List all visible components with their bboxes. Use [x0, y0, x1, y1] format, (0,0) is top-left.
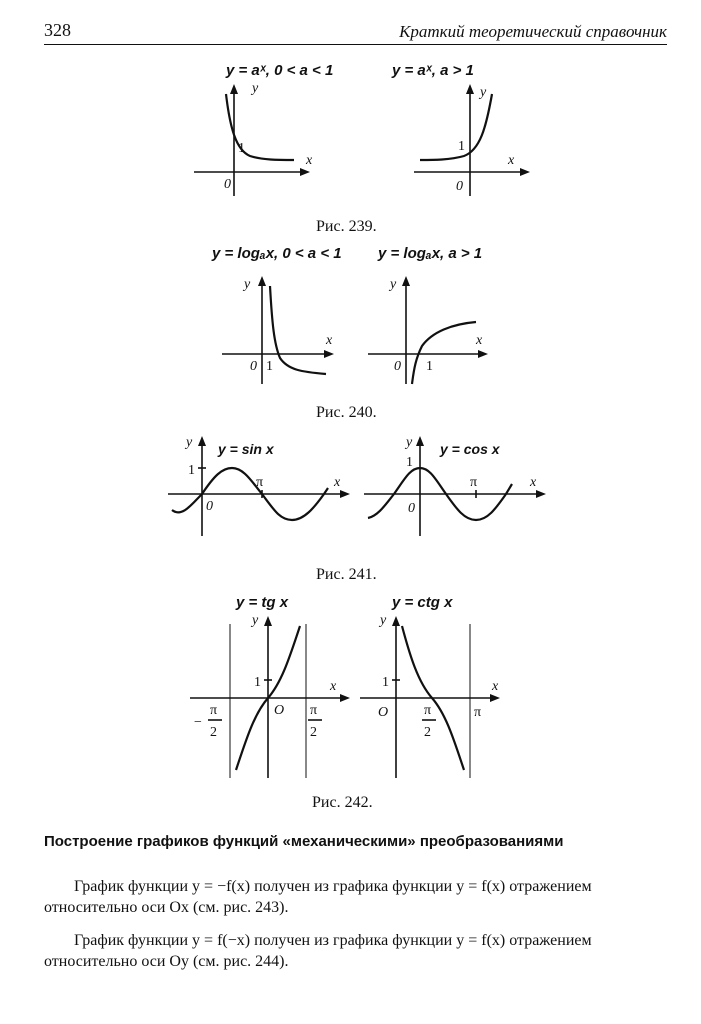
pi-label: π [474, 705, 482, 720]
x-axis-label: x [334, 475, 341, 490]
y-axis-label: y [186, 435, 193, 450]
fig240-left-title: y = logₐx, 0 < a < 1 [212, 245, 342, 262]
paragraph-2: График функции y = f(−x) получен из графика функции y = f(x) отражением относительно оси Oy (см. рис. 244). [44, 932, 592, 970]
neg-pi-denominator: 2 [210, 725, 217, 740]
fig239-right-title: y = aˣ, a > 1 [392, 62, 474, 79]
header-rule [44, 44, 667, 45]
log-increasing-curve [412, 322, 476, 384]
running-title: Краткий теоретический справочник [399, 22, 667, 41]
x-axis-arrow [324, 350, 334, 358]
x-axis-label: x [508, 153, 515, 168]
fig240-right-plot [368, 272, 498, 390]
fig240-left-plot [222, 272, 352, 390]
x-axis-arrow [300, 168, 310, 176]
fig239-caption: Рис. 239. [316, 218, 377, 235]
y-axis-label: y [380, 613, 387, 628]
y-axis-arrow [198, 436, 206, 446]
section-heading: Построение графиков функций «механическими» преобразованиями [44, 833, 564, 850]
y-axis-arrow [416, 436, 424, 446]
origin-label: 0 [250, 359, 257, 374]
x-axis-arrow [478, 350, 488, 358]
origin-label: 0 [456, 179, 463, 194]
fig242-tg-plot [190, 610, 360, 782]
fig242-left-title: y = tg x [236, 594, 289, 611]
fig242-caption: Рис. 242. [312, 794, 373, 811]
log-decreasing-curve [270, 286, 326, 374]
one-label: 1 [406, 455, 413, 470]
origin-label: O [378, 705, 389, 720]
cos-curve-label: y = cos x [440, 441, 500, 457]
x-axis-label: x [492, 679, 499, 694]
y-axis-arrow [392, 616, 400, 626]
origin-label: 0 [206, 499, 213, 514]
pi-numerator: π [310, 703, 318, 718]
x-axis-arrow [340, 694, 350, 702]
fig240-right-title: y = logₐx, a > 1 [378, 245, 483, 262]
pi-half-numerator: π [424, 703, 432, 718]
one-label: 1 [188, 463, 195, 478]
origin-label: 0 [394, 359, 401, 374]
fig241-cos-plot [364, 432, 554, 544]
x-axis-arrow [536, 490, 546, 498]
minus-sign: − [194, 715, 202, 730]
fig239-left-title: y = aˣ, 0 < a < 1 [226, 62, 334, 79]
sin-curve-label: y = sin x [218, 441, 274, 457]
fig241-caption: Рис. 241. [316, 566, 377, 583]
x-axis-label: x [530, 475, 537, 490]
pi-label: π [470, 475, 478, 490]
one-label: 1 [238, 141, 245, 156]
exp-growth-curve [420, 94, 492, 160]
pi-label: π [256, 475, 264, 490]
origin-label: O [274, 703, 285, 718]
one-label: 1 [254, 675, 261, 690]
y-axis-label: y [252, 81, 259, 96]
x-axis-label: x [476, 333, 483, 348]
one-label: 1 [426, 359, 433, 374]
one-label: 1 [382, 675, 389, 690]
pi-denominator: 2 [310, 725, 317, 740]
y-axis-arrow [230, 84, 238, 94]
y-axis-arrow [466, 84, 474, 94]
y-axis-arrow [402, 276, 410, 286]
one-label: 1 [458, 139, 465, 154]
y-axis-label: y [390, 277, 397, 292]
neg-pi-numerator: π [210, 703, 218, 718]
y-axis-label: y [252, 613, 259, 628]
fig239-right-plot [410, 80, 550, 200]
y-axis-arrow [258, 276, 266, 286]
paragraph-1: График функции y = −f(x) получен из графика функции y = f(x) отражением относительно оси Ox (см. рис. 243). [44, 878, 592, 916]
origin-label: 0 [408, 501, 415, 516]
y-axis-arrow [264, 616, 272, 626]
y-axis-label: y [244, 277, 251, 292]
x-axis-label: x [330, 679, 337, 694]
one-label: 1 [266, 359, 273, 374]
fig240-caption: Рис. 240. [316, 404, 377, 421]
page-number: 328 [44, 20, 71, 40]
origin-label: 0 [224, 177, 231, 192]
x-axis-label: x [306, 153, 313, 168]
fig242-ctg-plot [360, 610, 520, 782]
x-axis-arrow [520, 168, 530, 176]
fig241-sin-plot [168, 432, 358, 544]
y-axis-label: y [480, 85, 487, 100]
y-axis-label: y [406, 435, 413, 450]
pi-half-denominator: 2 [424, 725, 431, 740]
x-axis-label: x [326, 333, 333, 348]
x-axis-arrow [340, 490, 350, 498]
fig239-left-plot [190, 80, 330, 200]
exp-decay-curve [226, 94, 294, 160]
fig242-right-title: y = ctg x [392, 594, 453, 611]
x-axis-arrow [490, 694, 500, 702]
